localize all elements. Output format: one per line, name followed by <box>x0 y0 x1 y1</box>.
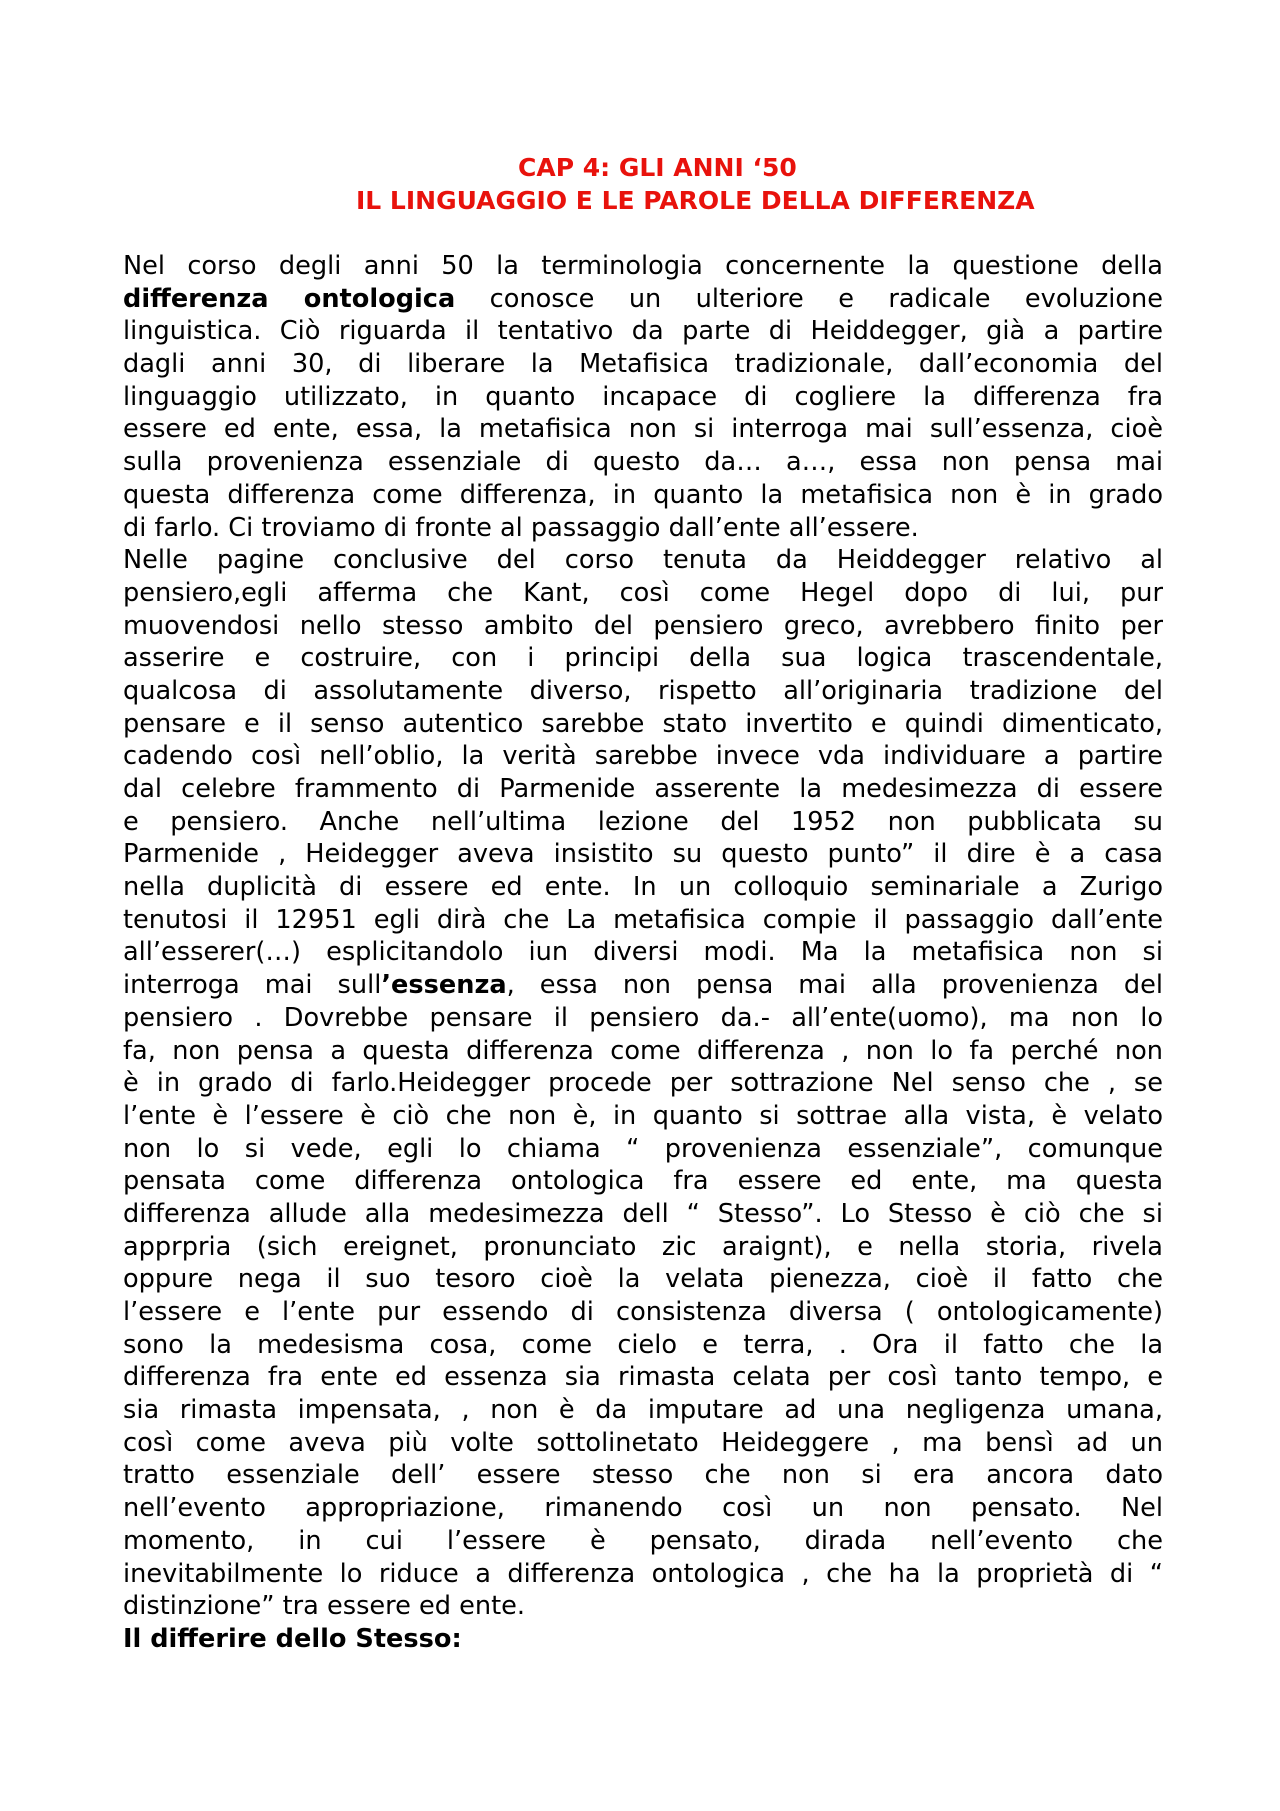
section-heading: Il differire dello Stesso: <box>123 1623 462 1654</box>
text-line: apprpria (sich ereignet, pronunciato zic araignt), e nella storia, rivela <box>123 1231 1163 1262</box>
body-text <box>123 250 1163 1656</box>
text-line: essere ed ente, essa, la metafisica non si interroga mai sull’essenza, cioè <box>123 414 1163 445</box>
text-span: , essa non pensa mai alla provenienza del <box>506 970 1163 1001</box>
text-line: tratto essenziale dell’ essere stesso che non si era ancora dato <box>123 1460 1163 1491</box>
text-line: distinzione” tra essere ed ente. <box>123 1591 526 1622</box>
text-line: così come aveva più volte sottolinetato Heideggere , ma bensì ad un <box>123 1427 1163 1458</box>
text-line <box>123 969 1163 1002</box>
text-line: questa differenza come differenza, in quanto la metafisica non è in grado <box>123 479 1163 510</box>
text-line: Nel corso degli anni 50 la terminologia concernente la questione della <box>123 251 1163 281</box>
text-line: differenza allude alla medesimezza dell “ Stesso”. Lo Stesso è ciò che si <box>123 1198 1163 1229</box>
text-line: è in grado di farlo.Heidegger procede per sottrazione Nel senso che , se <box>123 1068 1163 1099</box>
text-line: sono la medesisma cosa, come cielo e terra, . Ora il fatto che la <box>123 1329 1163 1360</box>
text-line: l’ente è l’essere è ciò che non è, in quanto si sottrae alla vista, è velato <box>123 1100 1163 1131</box>
text-line: dagli anni 30, di liberare la Metafisica tradizionale, dall’economia del <box>123 349 1163 380</box>
text-line: linguistica. Ciò riguarda il tentativo da parte di Heiddegger, già a partire <box>123 316 1163 347</box>
text-line: Nelle pagine conclusive del corso tenuta da Heiddegger relativo al <box>123 545 1163 576</box>
text-line: nell’evento appropriazione, rimanendo così un non pensato. Nel <box>123 1493 1163 1524</box>
text-line: pensiero,egli afferma che Kant, così come Hegel dopo di lui, pur <box>123 577 1163 608</box>
text-span: interroga mai sull <box>123 970 382 1001</box>
text-line: linguaggio utilizzato, in quanto incapace di cogliere la differenza fra <box>123 381 1163 412</box>
text-line: fa, non pensa a questa differenza come differenza , non lo fa perché non <box>123 1035 1163 1066</box>
text-line: nella duplicità di essere ed ente. In un colloquio seminariale a Zurigo <box>123 872 1163 903</box>
text-line: sia rimasta impensata, , non è da imputare ad una negligenza umana, <box>123 1395 1163 1426</box>
text-line: inevitabilmente lo riduce a differenza ontologica , che ha la proprietà di “ <box>123 1558 1163 1589</box>
text-line: pensiero . Dovrebbe pensare il pensiero da.- all’ente(uomo), ma non lo <box>123 1002 1163 1033</box>
text-line: momento, in cui l’essere è pensato, dirada nell’evento che <box>123 1525 1163 1556</box>
text-line: e pensiero. Anche nell’ultima lezione del 1952 non pubblicata su <box>123 806 1163 837</box>
text-line: oppure nega il suo tesoro cioè la velata pienezza, cioè il fatto che <box>123 1264 1163 1295</box>
text-line: dal celebre frammento di Parmenide asserente la medesimezza di essere <box>123 774 1163 804</box>
text-line: tenutosi il 12951 egli dirà che La metafisica compie il passaggio dall’ente <box>123 904 1163 935</box>
text-line <box>123 283 1163 316</box>
text-line: non lo si vede, egli lo chiama “ provenienza essenziale”, comunque <box>123 1133 1163 1164</box>
chapter-title: CAP 4: GLI ANNI ‘50 <box>518 153 797 182</box>
text-line: l’essere e l’ente pur essendo di consistenza diversa ( ontologicamente) <box>123 1297 1163 1327</box>
text-line: di farlo. Ci troviamo di fronte al passaggio dall’ente all’essere. <box>123 512 919 543</box>
bold-term: differenza ontologica <box>123 283 456 314</box>
text-line: all’esserer(…) esplicitandolo iun diversi modi. Ma la metafisica non si <box>123 937 1163 968</box>
chapter-subtitle: IL LINGUAGGIO E LE PAROLE DELLA DIFFERENZA <box>356 186 1035 215</box>
text-line: muovendosi nello stesso ambito del pensiero greco, avrebbero finito per <box>123 610 1163 641</box>
text-span: conosce un ulteriore e radicale evoluzione <box>455 283 1163 314</box>
text-line: cadendo così nell’oblio, la verità sarebbe invece vda individuare a partire <box>123 741 1163 772</box>
text-line: pensata come differenza ontologica fra essere ed ente, ma questa <box>123 1166 1163 1197</box>
text-line: pensare e il senso autentico sarebbe stato invertito e quindi dimenticato, <box>123 708 1163 739</box>
text-line: qualcosa di assolutamente diverso, rispetto all’originaria tradizione del <box>123 675 1163 706</box>
text-line: differenza fra ente ed essenza sia rimasta celata per così tanto tempo, e <box>123 1362 1163 1393</box>
text-line: sulla provenienza essenziale di questo da… a…, essa non pensa mai <box>123 447 1163 478</box>
text-line: asserire e costruire, con i principi della sua logica trascendentale, <box>123 643 1163 674</box>
text-line: Parmenide , Heidegger aveva insistito su questo punto” il dire è a casa <box>123 839 1163 870</box>
bold-term: ’essenza <box>381 970 507 1001</box>
